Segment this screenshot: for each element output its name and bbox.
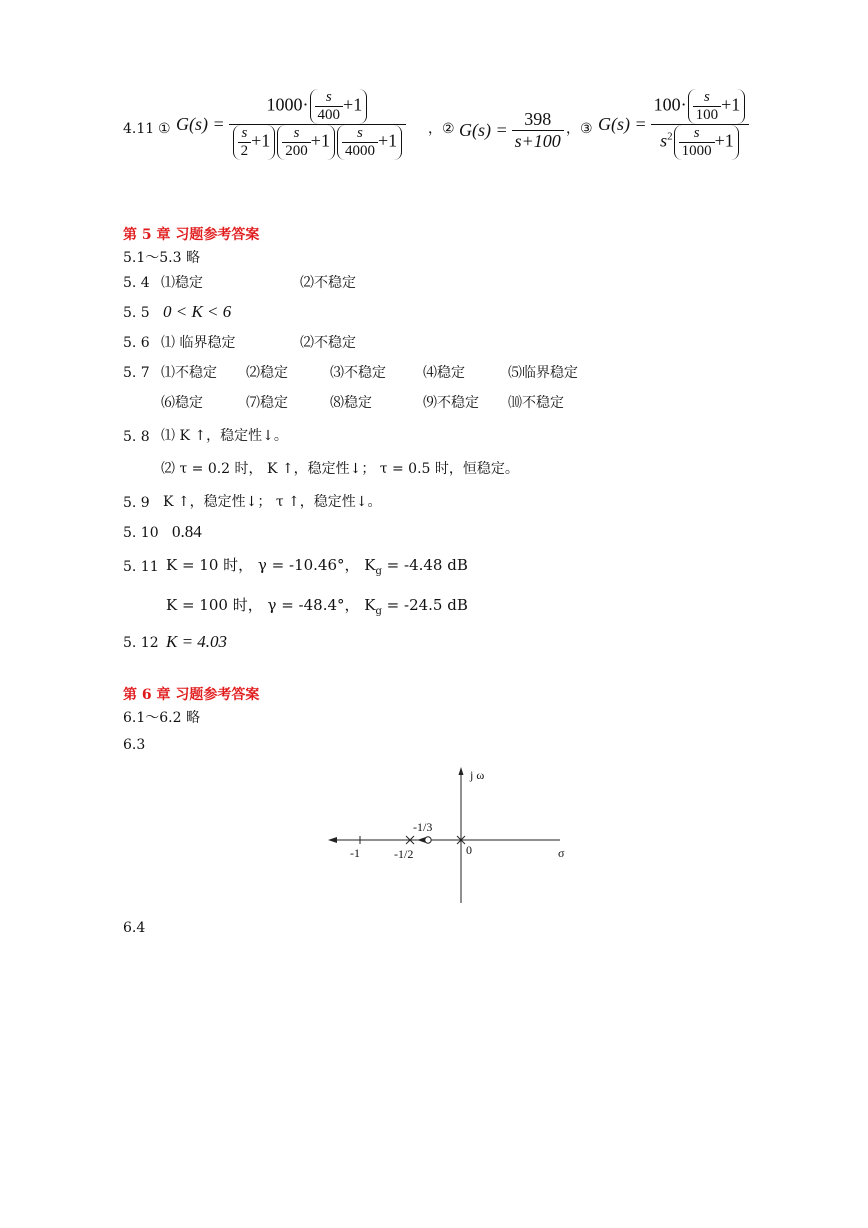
answer-5-7-4: ⑷稳定 bbox=[423, 365, 465, 381]
separator: ， bbox=[566, 121, 580, 137]
problem-label-4-11: 4.11 bbox=[123, 121, 155, 137]
answer-5-11-a-end: = -4.48 dB bbox=[381, 556, 468, 574]
answer-5-4-b: ⑵不稳定 bbox=[300, 275, 356, 291]
g-of-s-label: G(s) = bbox=[598, 114, 647, 134]
d3-bot: 4000 bbox=[344, 143, 375, 159]
den-s: s bbox=[660, 130, 668, 151]
d3-top: s bbox=[342, 125, 378, 143]
d1-top: s bbox=[238, 125, 252, 143]
label-5-7: 5. 7 bbox=[123, 365, 150, 381]
answer-5-11-b-end: = -24.5 dB bbox=[381, 596, 468, 614]
answer-5-5: 0 < K < 6 bbox=[163, 302, 232, 321]
den-exponent: 2 bbox=[667, 130, 673, 143]
item-marker-3: ③ bbox=[580, 121, 593, 137]
row-6-1: 6.1～6.2 略 bbox=[123, 710, 200, 726]
g-of-s-label: G(s) = bbox=[176, 114, 225, 134]
chapter-6-heading: 第 6 章 习题参考答案 bbox=[123, 687, 260, 703]
plus-one: +1 bbox=[721, 94, 741, 115]
zero-label: -1/3 bbox=[413, 820, 433, 834]
answer-5-7-2: ⑵稳定 bbox=[246, 365, 288, 381]
row-6-4: 6.4 bbox=[123, 920, 146, 936]
d2-top: s bbox=[282, 125, 311, 143]
d2-bot: 200 bbox=[285, 143, 308, 159]
fraction-2-den: s+100 bbox=[514, 131, 561, 151]
answer-5-4-a: ⑴稳定 bbox=[161, 275, 203, 291]
label-5-10: 5. 10 bbox=[123, 525, 159, 541]
separator: ， bbox=[428, 121, 442, 137]
answer-5-7-10: ⑽不稳定 bbox=[508, 395, 564, 411]
label-5-11: 5. 11 bbox=[123, 559, 159, 575]
answer-5-12: K = 4.03 bbox=[166, 632, 228, 651]
row-5-1: 5.1～5.3 略 bbox=[123, 250, 200, 266]
inner-top: s bbox=[315, 89, 344, 107]
den-inner-top: s bbox=[679, 125, 715, 143]
answer-5-7-1: ⑴不稳定 bbox=[161, 365, 217, 381]
tick-neg-half-label: -1/2 bbox=[394, 847, 414, 861]
label-5-4: 5. 4 bbox=[123, 275, 150, 291]
answer-5-6-b: ⑵不稳定 bbox=[300, 335, 356, 351]
plus-one: +1 bbox=[310, 130, 330, 151]
answer-5-8-b: ⑵ τ = 0.2 时， K ↑，稳定性↓； τ = 0.5 时，恒稳定。 bbox=[161, 461, 519, 477]
item-marker-2: ② bbox=[442, 121, 455, 137]
equation-2 bbox=[459, 109, 564, 152]
main-fraction-3 bbox=[651, 89, 750, 160]
answer-5-8-a: ⑴ K ↑，稳定性↓。 bbox=[161, 428, 288, 444]
answer-5-11-a bbox=[166, 556, 468, 581]
row-6-3: 6.3 bbox=[123, 737, 146, 753]
plus-one: +1 bbox=[251, 130, 271, 151]
locus-arrow-left bbox=[328, 837, 337, 843]
tick-neg1-label: -1 bbox=[350, 846, 360, 860]
d1-bot: 2 bbox=[240, 143, 249, 159]
answer-5-7-9: ⑼不稳定 bbox=[423, 395, 479, 411]
num-coefficient: 1000· bbox=[266, 94, 309, 115]
answer-5-7-7: ⑺稳定 bbox=[246, 395, 288, 411]
item-marker-1: ① bbox=[158, 121, 171, 137]
plus-one: +1 bbox=[714, 130, 734, 151]
plus-one: +1 bbox=[377, 130, 398, 151]
g-of-s-label: G(s) = bbox=[459, 120, 508, 140]
imaginary-axis-label: j ω bbox=[470, 768, 485, 782]
main-fraction-1 bbox=[229, 89, 406, 160]
chapter-5-heading: 第 5 章 习题参考答案 bbox=[123, 227, 260, 243]
zero-neg-third bbox=[425, 837, 431, 843]
answer-5-7-6: ⑹稳定 bbox=[161, 395, 203, 411]
num-coefficient: 100· bbox=[653, 94, 687, 115]
label-5-5: 5. 5 bbox=[123, 305, 150, 321]
answer-5-11-b bbox=[166, 596, 468, 621]
real-axis-label: σ bbox=[558, 846, 565, 860]
answer-5-7-5: ⑸临界稳定 bbox=[508, 365, 578, 381]
den-inner-bot: 1000 bbox=[681, 143, 712, 159]
inner-bot: 400 bbox=[317, 107, 341, 123]
equation-3 bbox=[598, 89, 749, 160]
answer-5-6-a: ⑴ 临界稳定 bbox=[161, 335, 236, 351]
label-5-12: 5. 12 bbox=[123, 635, 159, 651]
inner-bot: 100 bbox=[695, 107, 719, 123]
label-5-9: 5. 9 bbox=[123, 495, 150, 511]
inner-top: s bbox=[693, 89, 722, 107]
label-5-8: 5. 8 bbox=[123, 429, 150, 445]
answer-5-11-a-main: K = 10 时， γ = -10.46°， K bbox=[166, 556, 376, 574]
subscript-g: g bbox=[375, 566, 382, 577]
root-locus-plot bbox=[320, 760, 580, 910]
imaginary-axis-arrow bbox=[459, 767, 464, 775]
label-5-6: 5. 6 bbox=[123, 335, 150, 351]
fraction-2-num: 398 bbox=[512, 109, 564, 131]
equation-1 bbox=[176, 89, 406, 160]
answer-5-7-3: ⑶不稳定 bbox=[330, 365, 386, 381]
answer-5-9: K ↑，稳定性↓； τ ↑，稳定性↓。 bbox=[163, 494, 382, 510]
answer-5-7-8: ⑻稳定 bbox=[330, 395, 372, 411]
answer-5-10: 0.84 bbox=[172, 522, 202, 541]
origin-label: 0 bbox=[466, 843, 472, 857]
plus-one: +1 bbox=[343, 94, 363, 115]
main-fraction-2 bbox=[512, 109, 564, 152]
subscript-g: g bbox=[375, 606, 382, 617]
answer-5-11-b-main: K = 100 时， γ = -48.4°， K bbox=[166, 596, 376, 614]
